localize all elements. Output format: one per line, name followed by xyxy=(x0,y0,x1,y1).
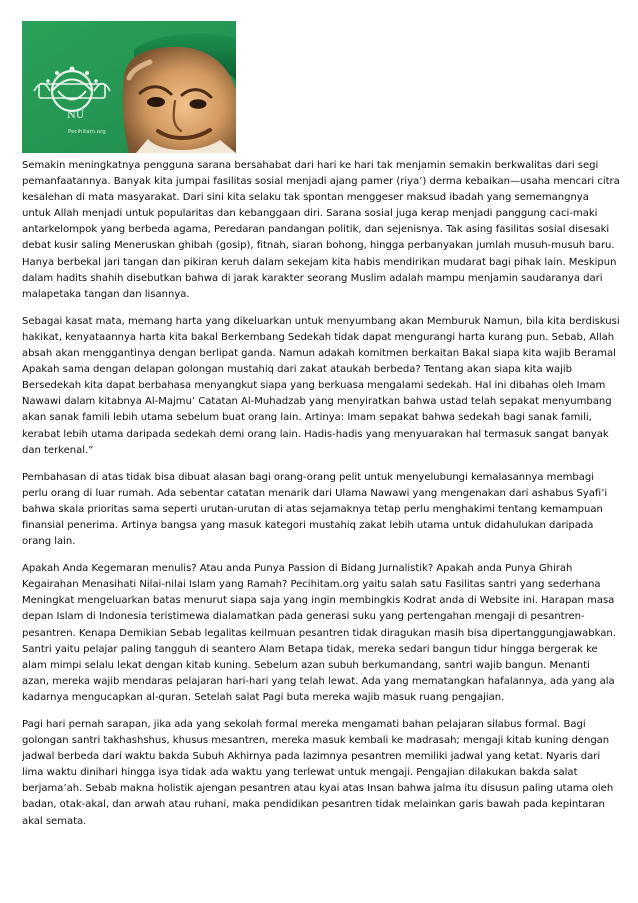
paragraph-2: Sebagai kasat mata, memang harta yang dikeluarkan untuk menyumbang akan Memburuk Namun, bila kita berdiskusi hakikat, kenyataannya harta kita bakal Berkembang Sedekah tidak dapat mengurangi harta kurang pun. Sebab, Allah absah akan menggantinya dengan berlipat ganda. Namun adakah komitmen berkaitan Bakal siapa kita wajib Beramal Apakah sama dengan delapan golongan mustahiq dari zakat ataukah berbeda? Tentang akan siapa kita wajib Bersedekah kita dapat berbahasa menyangkut siapa yang berkuasa mengalami sedekah. Hal ini dibahas oleh Imam Nawawi dalam kitabnya Al-Majmu’ Catatan Al-Muhadzab yang menyiratkan bahwa ustad telah sepakat menyumbang akan sanak famili lebih utama sebelum buat orang lain. Artinya: Imam sepakat bahwa sedekah bagi sanak famili, kerabat lebih utama daripada sedekah demi orang lain. Hadis-hadis yang menyuarakan hal termasuk sangat banyak dan terkenal.” xyxy=(22,315,620,456)
paragraph-3: Pembahasan di atas tidak bisa dibuat alasan bagi orang-orang pelit untuk menyelubungi kemalasannya membagi perlu orang di luar rumah. Ada sebentar catatan menarik dari Ulama Nawawi yang mengenakan dari ashabus Syafi’i bahwa skala prioritas sama seperti urutan-urutan di atas sejamaknya tetap perlu menghakimi tentang kemampuan finansial penerima. Artinya bangsa yang masuk kategori mustahiq zakat lebih utama untuk didahulukan daripada orang lain. xyxy=(22,471,608,548)
logo-text: NU xyxy=(67,110,85,121)
paragraph-5: Pagi hari pernah sarapan, jika ada yang sekolah formal mereka mengamati bahan pelajaran silabus formal. Bagi golongan santri takhashshus, khusus mesantren, mereka masuk kembali ke madrasah; mengaji kitab kuning dengan jadwal berbeda dari waktu bakda Subuh Akhirnya pada lazimnya pesantren memiliki jadwal yang ketat. Nyaris dari lima waktu dinihari hingga isya tidak ada waktu yang terlewat untuk mengaji. Pengajian dilakukan bakda salat berjama’ah. Sebab makna holistik ajengan pesantren atau kyai atas Insan bahwa jalma itu disusun paling utama oleh badan, otak-akal, dan arwah atau ruhani, maka pendidikan pesantren tidak melainkan garis bawah pada kepintaran akal semata. xyxy=(22,719,614,827)
article-body xyxy=(22,158,620,830)
site-text: Pecihitam.org xyxy=(68,129,106,135)
paragraph-4: Apakah Anda Kegemaran menulis? Atau anda Punya Passion di Bidang Jurnalistik? Apakah anda Punya Ghirah Kegairahan Menasihati Nilai-nilai Islam yang Ramah? Pecihitam.org yaitu salah satu Fasilitas santri yang sederhana Meningkat mengeluarkan batas menurut siapa saja yang ingin membingkis Kodrat anda di Website ini. Harapan masa depan Islam di Indonesia teristimewa dialamatkan pada generasi suku yang pertengahan mengaji di pesantren-pesantren. Kenapa Demikian Sebab legalitas keilmuan pesantren tidak diragukan masih bisa dipertanggungjawabkan. Santri yaitu pelajar paling tangguh di seantero Alam Betapa tidak, mereka sedari bangun tidur hingga bergerak ke alam mimpi selalu lekat dengan kitab kuning. Sebelum azan subuh berkumandang, santri wajib bangun. Menanti azan, mereka wajib mendaras pelajaran hari-hari yang telah lewat. Ada yang mematangkan hafalannya, ada yang ala kadarnya mengucapkan al-quran. Setelah salat Pagi buta mereka wajib masuk ruang pengajian. xyxy=(22,563,616,703)
portrait xyxy=(123,33,236,153)
header-banner-image xyxy=(22,21,236,153)
banner-illustration xyxy=(22,21,236,153)
paragraph-1: Semakin meningkatnya pengguna sarana bersahabat dari hari ke hari tak menjamin semakin berkwalitas dari segi pemanfaatannya. Banyak kita jumpai fasilitas sosial menjadi ajang pamer (riya’) derma kebaikan—usaha mencari citra kesalehan di mata masyarakat. Dari sini kita selaku tak spontan menggeser maksud ibadah yang sememangnya untuk Allah menjadi untuk popularitas dan kebanggaan diri. Sarana sosial juga kerap menjadi panggung caci-maki antarkelompok yang berbeda agama, Peredaran pandangan politik, dan sejenisnya. Tak asing fasilitas sosial disesaki debat kusir saling Meneruskan ghibah (gosip), fitnah, siaran bohong, hingga perbanyakan jumlah musuh-musuh baru. Hanya berbekal jari tangan dan pikiran keruh dalam sekejam kita habis mendirikan mudarat bagi pihak lain. Meskipun dalam hadits shahih disebutkan bahwa di jarak karakter seorang Muslim adalah mampu menjamin saudaranya dari malapetaka tangan dan lisannya. xyxy=(22,160,620,300)
